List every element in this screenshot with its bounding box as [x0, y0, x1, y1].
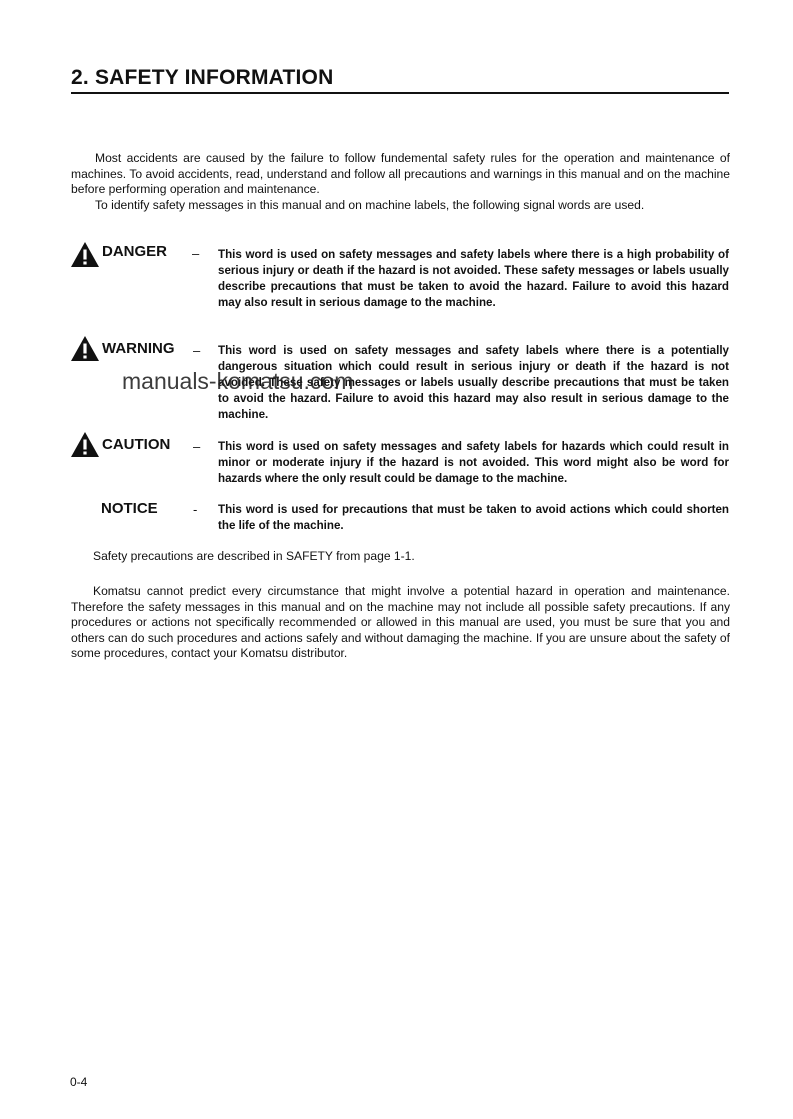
signal-words-intro: To identify safety messages in this manual and on machine labels, the following signal words are used. — [95, 197, 645, 212]
danger-label: DANGER — [102, 243, 168, 260]
safety-reference: Safety precautions are described in SAFETY from page 1-1. — [93, 549, 415, 563]
page-title: 2. SAFETY INFORMATION — [71, 66, 334, 89]
danger-dash: – — [192, 246, 200, 261]
caution-dash: – — [193, 439, 201, 454]
warning-warning-icon — [70, 335, 100, 367]
warning-description: This word is used on safety messages and safety labels where there is a potentially dangerous situation which could result in serious injury or death if the hazard is not avoided. These safety messages or labels usually describe precautions that must be taken to avoid the hazard. Failure to avoid this hazard may also result in serious damage to the machine. — [218, 344, 729, 421]
notice-dash: - — [193, 502, 198, 517]
warning-label: WARNING — [102, 340, 175, 357]
caution-description: This word is used on safety messages and safety labels for hazards which could result in minor or moderate injury if the hazard is not avoided. This word might also be word for hazards where the only result could be damage to the machine. — [218, 440, 729, 485]
page-number: 0-4 — [70, 1075, 88, 1089]
caution-label: CAUTION — [102, 436, 171, 453]
disclaimer-paragraph: Komatsu cannot predict every circumstance that might involve a potential hazard in operation and maintenance. Therefore the safety messages in this manual and on the machine may not include all possible safety precautions. If any procedures or actions not specifically recommended or allowed in this manual are used, you must be sure that you and others can do such procedures and actions safely and without damaging the machine. If you are unsure about the safety of some procedures, contact your Komatsu distributor. — [71, 584, 730, 661]
warning-dash: – — [193, 343, 201, 358]
watermark: manuals-komatsu.com — [122, 368, 354, 394]
danger-description: This word is used on safety messages and safety labels where there is a high probability of serious injury or death if the hazard is not avoided. These safety messages or labels usually describe precautions that must be taken to avoid the hazard. Failure to avoid this hazard may also result in serious damage to the machine. — [218, 248, 729, 309]
komatsu-disclaimer — [71, 584, 730, 662]
intro-section — [71, 151, 730, 213]
title-underline — [71, 92, 729, 94]
intro-paragraph: Most accidents are caused by the failure to follow fundemental safety rules for the operation and maintenance of machines. To avoid accidents, read, understand and follow all precautions and warnings in this manual and on the machine before performing operation and maintenance. — [71, 151, 730, 197]
danger-warning-icon — [70, 241, 100, 273]
notice-label: NOTICE — [101, 500, 158, 517]
notice-description: This word is used for precautions that must be taken to avoid actions which could shorten the life of the machine. — [218, 503, 729, 532]
caution-warning-icon — [70, 431, 100, 463]
